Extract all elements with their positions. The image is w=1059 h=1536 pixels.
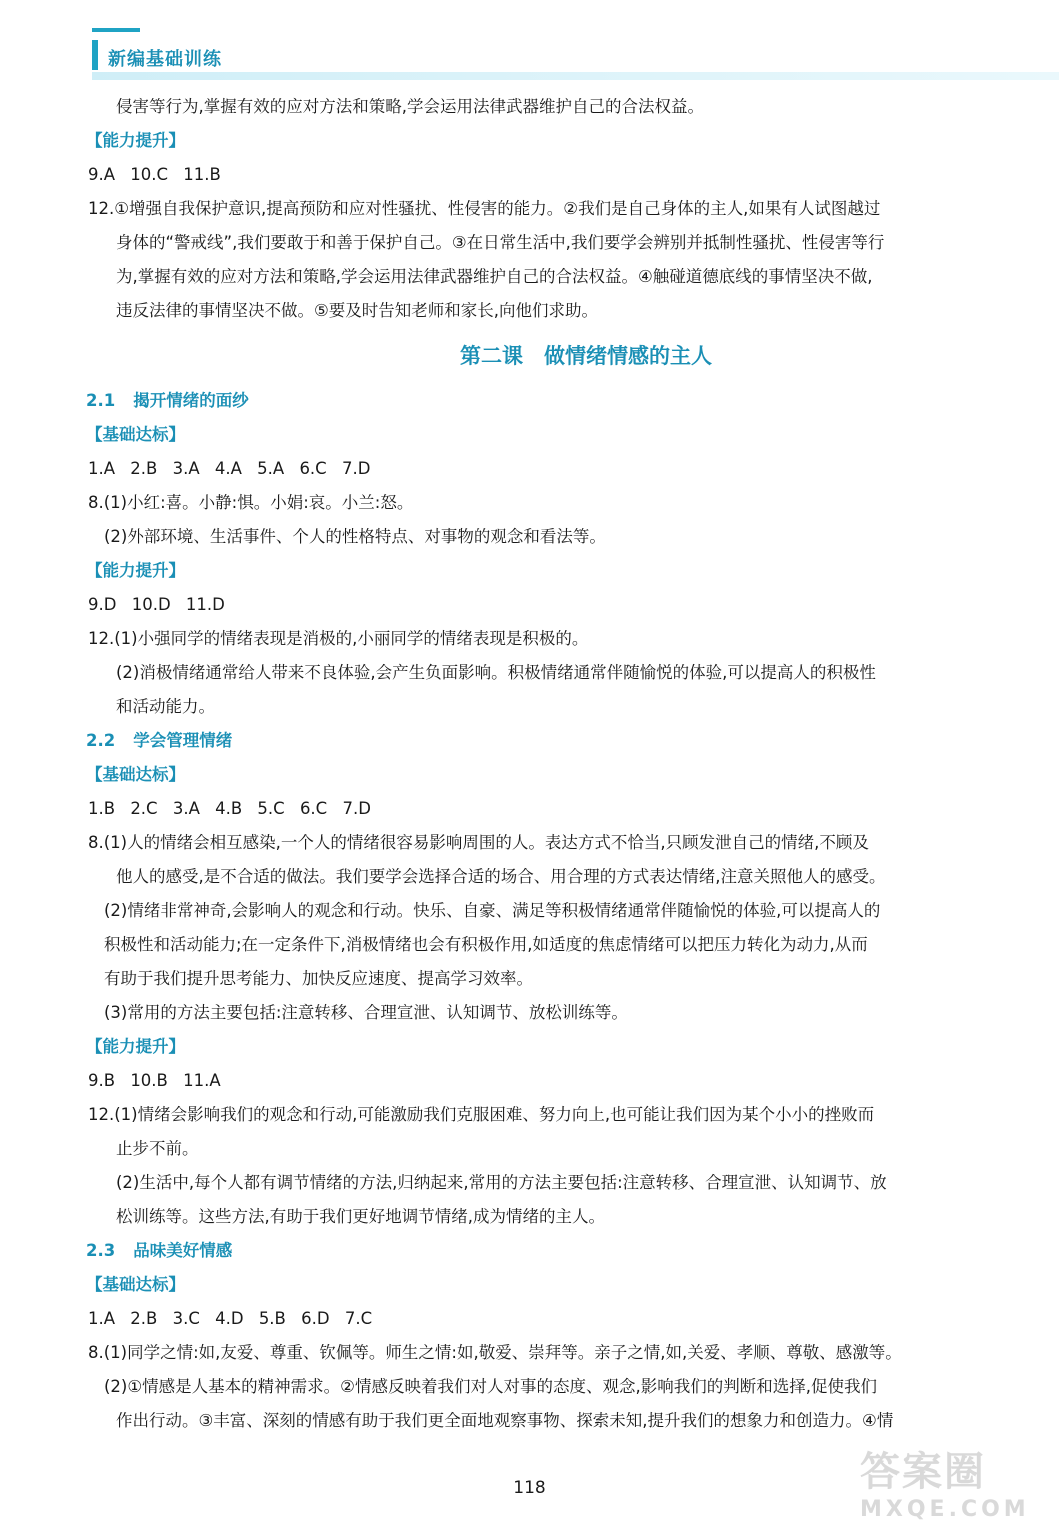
basic-label: 【基础达标】 xyxy=(86,1275,185,1294)
answer-paragraph: 为,掌握有效的应对方法和策略,学会运用法律武器维护自己的合法权益。④触碰道德底线的事情坚决不做, xyxy=(116,267,873,286)
answer: 3.C xyxy=(172,1309,200,1328)
answer-paragraph: 违反法律的事情坚决不做。⑤要及时告知老师和家长,向他们求助。 xyxy=(116,301,599,320)
answer: 4.D xyxy=(215,1309,244,1328)
section-title: 品味美好情感 xyxy=(133,1241,233,1260)
answer-paragraph: 松训练等。这些方法,有助于我们更好地调节情绪,成为情绪的主人。 xyxy=(116,1207,605,1226)
answer: 1.A xyxy=(88,1309,116,1328)
answer: 5.B xyxy=(258,1309,286,1328)
watermark xyxy=(860,1440,1050,1530)
section-heading xyxy=(86,1234,1026,1268)
watermark-text: 答案圈 xyxy=(860,1449,986,1495)
section-number: 2.2 xyxy=(86,731,116,750)
basic-label: 【基础达标】 xyxy=(86,765,185,784)
answer: 5.A xyxy=(257,459,285,478)
ability-label: 【能力提升】 xyxy=(86,1037,185,1056)
answer-paragraph: (2)外部环境、生活事件、个人的性格特点、对事物的观念和看法等。 xyxy=(104,527,606,546)
answer: 2.B xyxy=(130,459,158,478)
ability-label: 【能力提升】 xyxy=(86,561,185,580)
answer-row xyxy=(86,1064,1026,1098)
page-number: 118 xyxy=(513,1478,546,1498)
answer-paragraph: 和活动能力。 xyxy=(116,697,215,716)
answer: 3.A xyxy=(172,799,200,818)
answer: 9.D xyxy=(88,595,117,614)
header-title: 新编基础训练 xyxy=(108,49,222,70)
ability-label: 【能力提升】 xyxy=(86,131,185,150)
answer-row xyxy=(86,1302,1026,1336)
answer-row xyxy=(86,158,1026,192)
answer-paragraph: (2)①情感是人基本的精神需求。②情感反映着我们对人对事的态度、观念,影响我们的判断和选择,促使我们 xyxy=(104,1377,877,1396)
section-title: 揭开情绪的面纱 xyxy=(133,391,249,410)
answer-paragraph: 8.(1)小红:喜。小静:惧。小娟:哀。小兰:怒。 xyxy=(88,493,414,512)
answer: 11.D xyxy=(185,595,225,614)
answer: 2.B xyxy=(130,1309,158,1328)
answer-paragraph: 积极性和活动能力;在一定条件下,消极情绪也会有积极作用,如适度的焦虑情绪可以把压力转化为动力,从而 xyxy=(104,935,868,954)
answer: 6.C xyxy=(299,799,328,818)
answer-row xyxy=(86,452,1026,486)
answer-paragraph: 8.(1)同学之情:如,友爱、尊重、钦佩等。师生之情:如,敬爱、崇拜等。亲子之情,如,关爱、孝顺、尊敬、感激等。 xyxy=(88,1343,902,1362)
answer-paragraph: 有助于我们提升思考能力、加快反应速度、提高学习效率。 xyxy=(104,969,533,988)
answer-paragraph: 12.(1)情绪会影响我们的观念和行动,可能激励我们克服困难、努力向上,也可能让我们因为某个小小的挫败而 xyxy=(88,1105,875,1124)
answer-paragraph: 身体的“警戒线”,我们要敢于和善于保护自己。③在日常生活中,我们要学会辨别并抵制性骚扰、性侵害等行 xyxy=(116,233,885,252)
answer: 11.B xyxy=(183,165,221,184)
header-side-bar xyxy=(92,40,98,70)
answer-paragraph: (2)情绪非常神奇,会影响人的观念和行动。快乐、自豪、满足等积极情绪通常伴随愉悦的体验,可以提高人的 xyxy=(104,901,881,920)
answer-row xyxy=(86,588,1026,622)
header-accent-bar xyxy=(92,28,140,32)
basic-label: 【基础达标】 xyxy=(86,425,185,444)
answer: 3.A xyxy=(172,459,200,478)
continued-text: 侵害等行为,掌握有效的应对方法和策略,学会运用法律武器维护自己的合法权益。 xyxy=(116,97,704,116)
answer-paragraph: 12.①增强自我保护意识,提高预防和应对性骚扰、性侵害的能力。②我们是自己身体的主人,如果有人试图越过 xyxy=(88,199,881,218)
section-heading xyxy=(86,724,1026,758)
answer: 6.C xyxy=(299,459,327,478)
answer-paragraph: 作出行动。③丰富、深刻的情感有助于我们更全面地观察事物、探索未知,提升我们的想象力和创造力。④情 xyxy=(116,1411,894,1430)
page-header xyxy=(0,0,1059,80)
answer-paragraph: 12.(1)小强同学的情绪表现是消极的,小丽同学的情绪表现是积极的。 xyxy=(88,629,589,648)
section-number: 2.3 xyxy=(86,1241,116,1260)
watermark-url: MXQE.COM xyxy=(860,1497,1030,1522)
answer-paragraph: (3)常用的方法主要包括:注意转移、合理宣泄、认知调节、放松训练等。 xyxy=(104,1003,628,1022)
answer: 4.B xyxy=(215,799,243,818)
answer: 5.C xyxy=(257,799,285,818)
answer-paragraph: (2)消极情绪通常给人带来不良体验,会产生负面影响。积极情绪通常伴随愉悦的体验,可以提高人的积极性 xyxy=(116,663,876,682)
answer: 7.C xyxy=(344,1309,373,1328)
page-content xyxy=(86,90,1026,1438)
answer-paragraph: 8.(1)人的情绪会相互感染,一个人的情绪很容易影响周围的人。表达方式不恰当,只顾发泄自己的情绪,不顾及 xyxy=(88,833,869,852)
answer: 7.D xyxy=(341,459,371,478)
answer: 9.A xyxy=(88,165,116,184)
header-rule xyxy=(92,72,1059,80)
answer-paragraph: 止步不前。 xyxy=(116,1139,199,1158)
answer: 7.D xyxy=(342,799,371,818)
chapter-title: 第二课 做情绪情感的主人 xyxy=(460,344,712,368)
answer: 10.D xyxy=(131,595,171,614)
answer: 10.C xyxy=(130,165,169,184)
answer: 1.A xyxy=(88,459,116,478)
section-heading xyxy=(86,384,1026,418)
answer: 4.A xyxy=(214,459,242,478)
answer: 2.C xyxy=(130,799,158,818)
answer-paragraph: (2)生活中,每个人都有调节情绪的方法,归纳起来,常用的方法主要包括:注意转移、合理宣泄、认知调节、放 xyxy=(116,1173,887,1192)
section-title: 学会管理情绪 xyxy=(133,731,233,750)
answer: 6.D xyxy=(301,1309,330,1328)
answer: 9.B xyxy=(88,1071,116,1090)
answer-paragraph: 他人的感受,是不合适的做法。我们要学会选择合适的场合、用合理的方式表达情绪,注意关照他人的感受。 xyxy=(116,867,886,886)
answer-row xyxy=(86,792,1026,826)
answer: 11.A xyxy=(183,1071,221,1090)
answer: 1.B xyxy=(88,799,116,818)
section-number: 2.1 xyxy=(86,391,116,410)
answer: 10.B xyxy=(130,1071,168,1090)
